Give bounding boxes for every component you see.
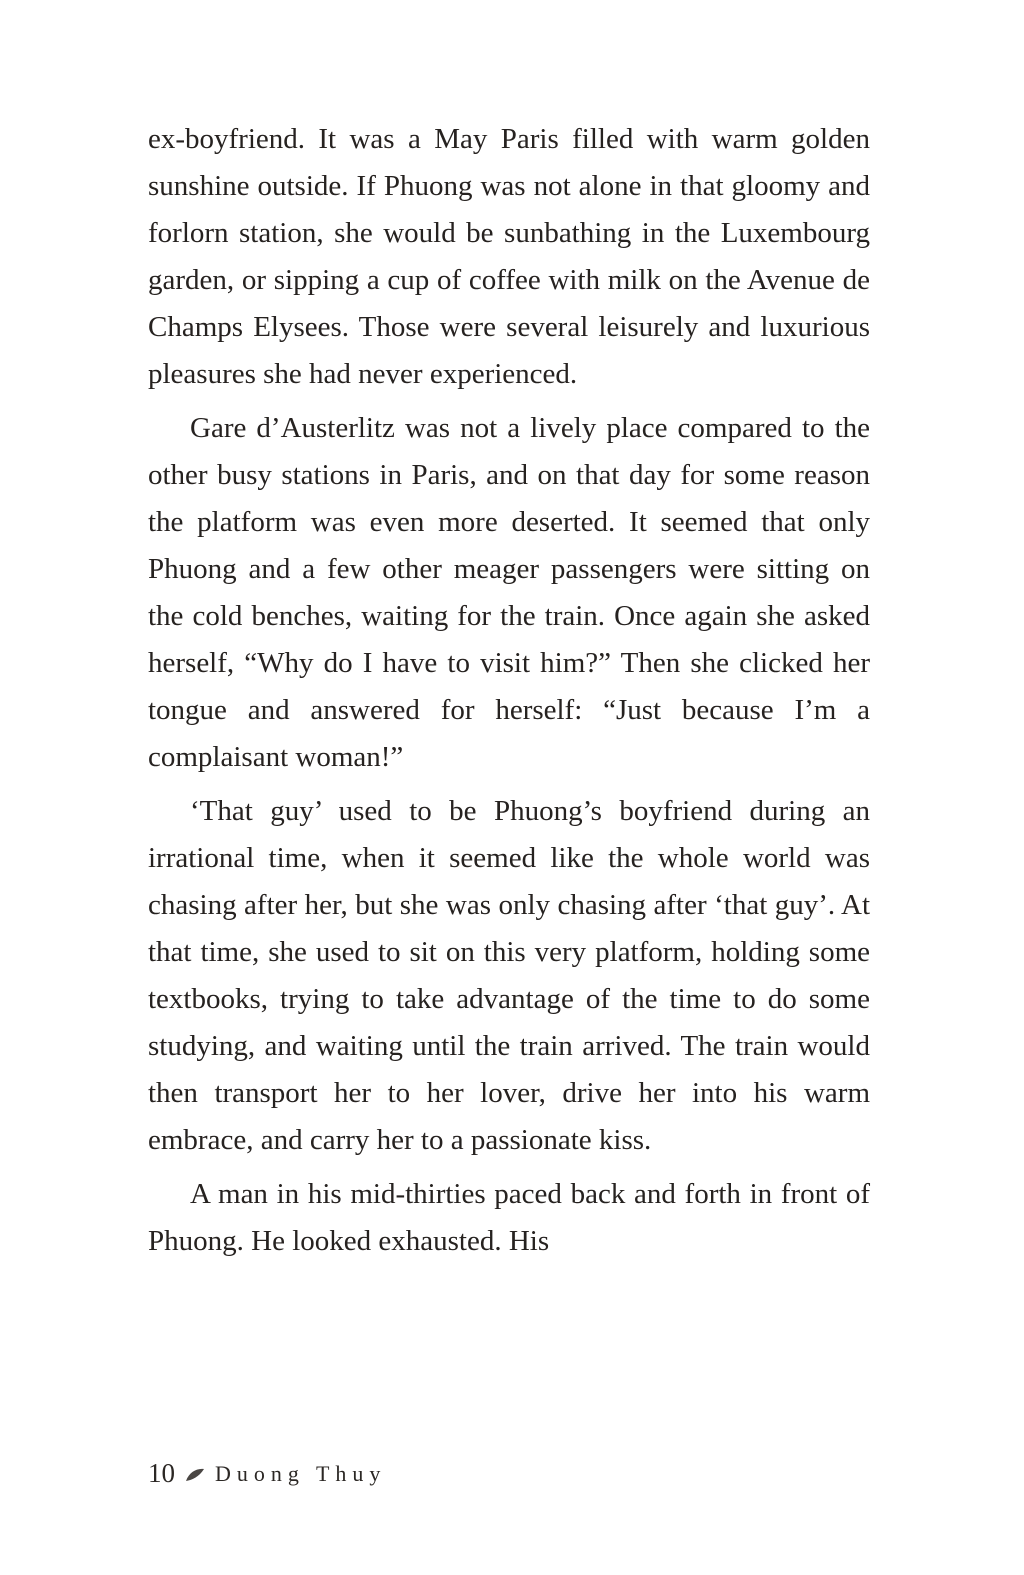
page-footer (148, 1458, 386, 1489)
paragraph: ‘That guy’ used to be Phuong’s boyfriend during an irrational time, when it seemed like the whole world was chasing after her, but she was only chasing after ‘that guy’. At that time, she used to sit on this very platform, holding some textbooks, trying to take advantage of the time to do some studying, and waiting until the train arrived. The train would then transport her to her lover, drive her into his warm embrace, and carry her to a passionate kiss. (148, 795, 870, 1156)
page-number: 10 (148, 1458, 175, 1488)
body-text (148, 116, 870, 1272)
author-name: Duong Thuy (215, 1460, 387, 1486)
paragraph: ex-boyfriend. It was a May Paris filled with warm golden sunshine outside. If Phuong was not alone in that gloomy and forlorn station, she would be sunbathing in the Luxembourg garden, or sipping a cup of coffee with milk on the Avenue de Champs Elysees. Those were several leisurely and luxurious pleasures she had never experienced. (148, 123, 870, 390)
paragraph: Gare d’Austerlitz was not a lively place compared to the other busy stations in Paris, and on that day for some reason the platform was even more deserted. It seemed that only Phuong and a few other meager passengers were sitting on the cold benches, waiting for the train. Once again she asked herself, “Why do I have to visit him?” Then she clicked her tongue and answered for herself: “Just because I’m a complaisant woman!” (148, 412, 870, 773)
leaf-icon (185, 1468, 205, 1482)
paragraph: A man in his mid-thirties paced back and forth in front of Phuong. He looked exhausted. His (148, 1178, 870, 1257)
